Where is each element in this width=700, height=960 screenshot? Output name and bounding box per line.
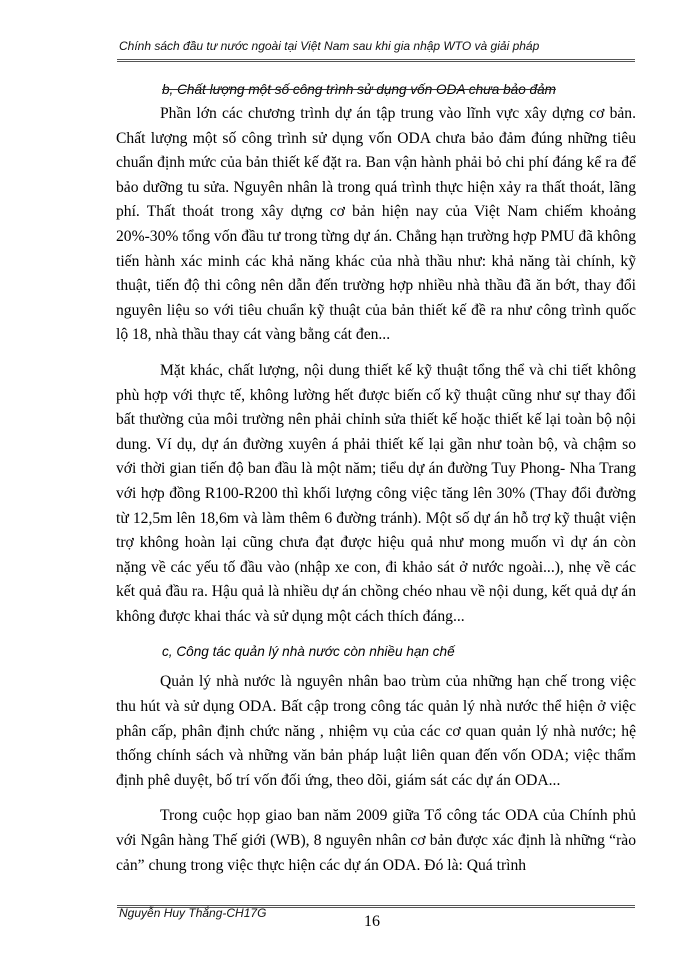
running-header: Chính sách đầu tư nước ngoài tại Việt Nam sau khi gia nhập WTO và giải pháp: [119, 39, 540, 53]
paragraph-1: Phần lớn các chương trình dự án tập trung vào lĩnh vực xây dựng cơ bản. Chất lượng một số công trình sử dụng vốn ODA chưa bảo đảm đúng những tiêu chuẩn định mức của bản thiết kế đặt ra. Ban vận hành phải bỏ chi phí đáng kể ra để bảo dưỡng tu sửa. Nguyên nhân là trong quá trình thực hiện xảy ra thất thoát, lãng phí. Thất thoát trong xây dựng cơ bản hiện nay của Việt Nam chiếm khoảng 20%-30% tổng vốn đầu tư trong từng dự án. Chẳng hạn trường hợp PMU đã không tiến hành xác minh các khả năng khác của nhà thầu như: khả năng tài chính, kỹ thuật, tiến độ thi công nên dẫn đến trường hợp nhiều nhà thầu đã ăn bớt, thay đổi nguyên liệu so với tiêu chuẩn kỹ thuật của bản thiết kế đề ra như công trình quốc lộ 18, nhà thầu thay cát vàng bằng cát đen...: [116, 105, 636, 344]
page-number: 16: [364, 913, 380, 930]
paragraph-3: Quản lý nhà nước là nguyên nhân bao trùm của những hạn chế trong việc thu hút và sử dụng ODA. Bất cập trong công tác quản lý nhà nước thể hiện ở việc phân cấp, phân định chức năng , nhiệm vụ của các cơ quan quản lý nhà nước; hệ thống chính sách và những văn bản pháp luật liên quan đến vốn ODA; việc thẩm định phê duyệt, bố trí vốn đối ứng, theo dõi, giám sát các dự án ODA...: [116, 673, 636, 789]
paragraph-2: Mặt khác, chất lượng, nội dung thiết kế kỹ thuật tổng thể và chi tiết không phù hợp với thực tế, không lường hết được biến cố kỹ thuật cũng như sự thay đổi bất thường của môi trường nên phải chỉnh sửa thiết kế hoặc thiết kế lại toàn bộ nội dung. Ví dụ, dự án đường xuyên á phải thiết kế lại gần như toàn bộ, và chậm so với thời gian tiến độ ban đầu là một năm; tiểu dự án đường Tuy Phong- Nha Trang với hợp đồng R100-R200 thì khối lượng công việc tăng lên 30% (Thay đổi đường từ 12,5m lên 18,6m và làm thêm 6 đường tránh). Một số dự án hỗ trợ kỹ thuật viện trợ không hoàn lại cũng chưa đạt được hiệu quả như mong muốn vì dự án còn nặng về các yếu tố đầu vào (nhập xe con, đi khảo sát ở nước ngoài...), nhẹ về các kết quả đầu ra. Hậu quả là nhiều dự án chồng chéo nhau về nội dung, kết quả dự án không được khai thác và sử dụng một cách thích đáng...: [116, 361, 636, 625]
header-rule: [117, 59, 635, 62]
section-heading-c: c, Công tác quản lý nhà nước còn nhiều hạn chế: [162, 644, 455, 660]
page-body: [116, 78, 636, 889]
footer-author: Nguyễn Huy Thắng-CH17G: [119, 906, 267, 920]
paragraph-4: Trong cuộc họp giao ban năm 2009 giữa Tổ công tác ODA của Chính phủ với Ngân hàng Thế giới (WB), 8 nguyên nhân cơ bản được xác định là những “rào cản” chung trong việc thực hiện các dự án ODA. Đó là: Quá trình: [116, 807, 636, 874]
section-heading-b: b, Chất lượng một số công trình sử dụng vốn ODA chưa bảo đảm: [162, 82, 556, 97]
